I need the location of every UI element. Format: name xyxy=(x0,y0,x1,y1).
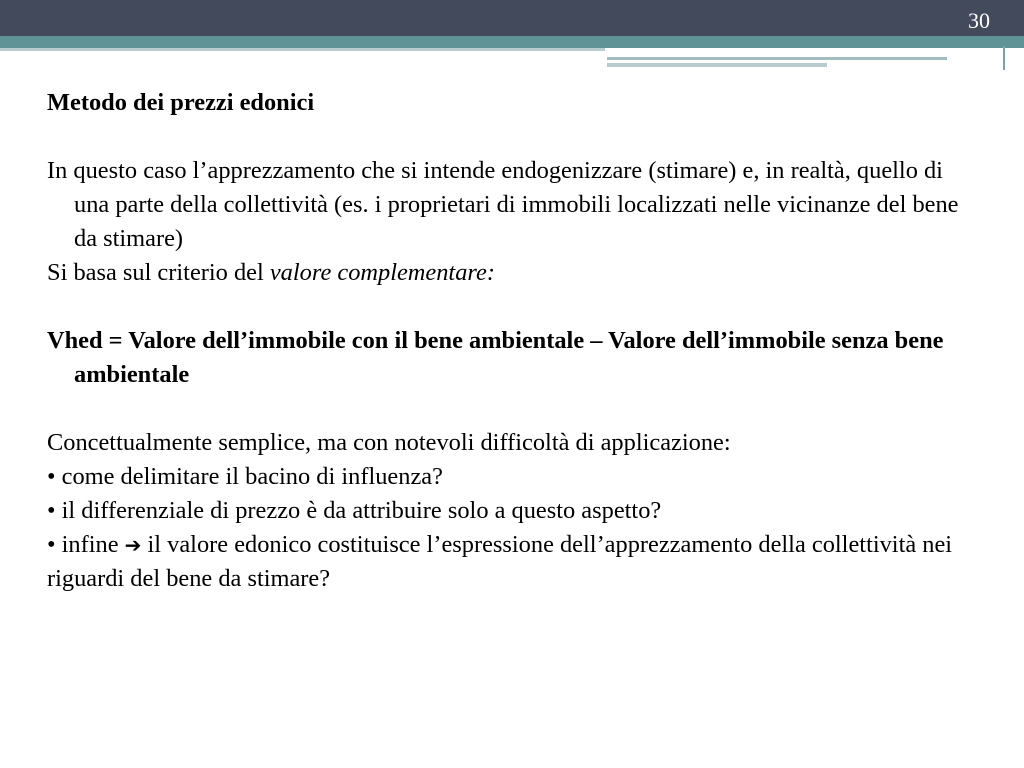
criterion-italic: valore complementare: xyxy=(269,259,495,286)
difficulties-intro: Concettualmente semplice, ma con notevoli difficoltà di applicazione: xyxy=(47,429,731,456)
formula-vhed: Vhed = Valore dell’immobile con il bene ambientale – Valore dell’immobile senza bene ambientale xyxy=(47,327,944,388)
bullet-lead: • infine xyxy=(47,531,125,558)
accent-tick xyxy=(1003,46,1005,70)
header-bar xyxy=(0,0,1024,36)
slide-content xyxy=(47,86,977,596)
page-number: 30 xyxy=(968,8,990,33)
accent-stripe-light xyxy=(0,48,605,51)
spacer xyxy=(47,392,977,426)
bullet-item xyxy=(47,528,977,596)
accent-line-right-short xyxy=(607,63,827,67)
accent-line-right xyxy=(607,57,947,60)
spacer xyxy=(47,120,977,154)
spacer xyxy=(47,290,977,324)
criterion-lead: Si basa sul criterio del xyxy=(47,259,270,286)
bullet-item: • come delimitare il bacino di influenza? xyxy=(47,463,443,490)
paragraph-appreciation: In questo caso l’apprezzamento che si intende endogenizzare (stimare) e, in realtà, quello di una parte della collettività (es. i proprietari di immobili localizzati nelle vicinanze del bene da stimare) xyxy=(47,157,959,252)
bullet-item: • il differenziale di prezzo è da attribuire solo a questo aspetto? xyxy=(47,497,662,524)
paragraph-criterion xyxy=(47,256,977,290)
accent-stripe xyxy=(0,36,1024,48)
slide-heading: Metodo dei prezzi edonici xyxy=(47,89,315,116)
arrow-right-icon: ➔ xyxy=(124,533,142,557)
bullet-rest: il valore edonico costituisce l’espressione dell’apprezzamento della collettività nei riguardi del bene da stimare? xyxy=(47,531,953,592)
